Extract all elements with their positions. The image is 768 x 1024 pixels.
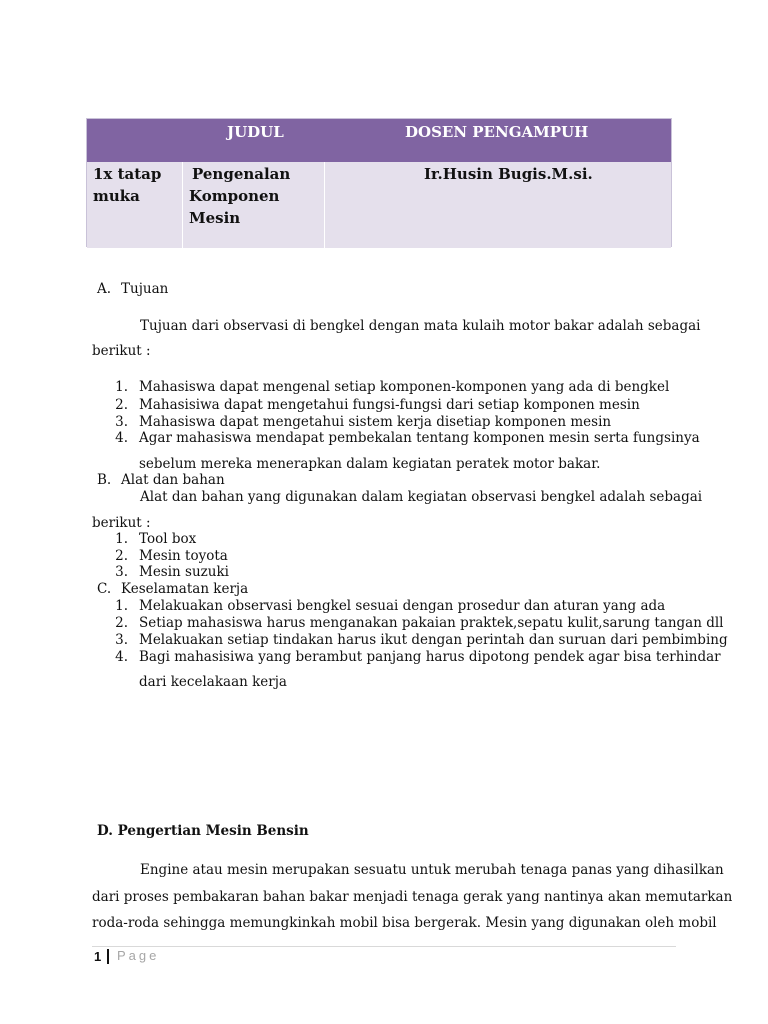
section-a-paragraph-line1: Tujuan dari observasi di bengkel dengan mata kulaih motor bakar adalah sebagai (140, 318, 701, 334)
list-item-continuation: sebelum mereka menerapkan dalam kegiatan peratek motor bakar. (139, 456, 601, 472)
header-judul: JUDUL (227, 123, 284, 141)
meeting-cell-line2: muka (93, 187, 140, 205)
topic-cell-line2: Komponen (189, 187, 280, 205)
list-item: Melakuakan setiap tindakan harus ikut dengan perintah dan suruan dari pembimbing (139, 632, 728, 648)
list-item: Setiap mahasiswa harus menganakan pakaian praktek,sepatu kulit,sarung tangan dll (139, 615, 724, 631)
list-item: Melakuakan observasi bengkel sesuai dengan prosedur dan aturan yang ada (139, 598, 666, 614)
table-divider (182, 162, 183, 248)
list-item: Mahasisiwa dapat mengetahui fungsi-fungsi dari setiap komponen mesin (139, 397, 640, 413)
list-number: 3. (115, 414, 128, 430)
list-item: Mahasiswa dapat mengetahui sistem kerja disetiap komponen mesin (139, 414, 612, 430)
list-number: 1. (115, 598, 128, 614)
list-number: 4. (115, 430, 128, 446)
section-c-title: Keselamatan kerja (121, 581, 249, 597)
list-item-continuation: dari kecelakaan kerja (139, 674, 287, 690)
section-d-line1: Engine atau mesin merupakan sesuatu untuk merubah tenaga panas yang dihasilkan (140, 862, 724, 878)
page-separator (107, 949, 109, 964)
section-b-title: Alat dan bahan (121, 472, 225, 488)
list-number: 3. (115, 564, 128, 580)
list-number: 2. (115, 615, 128, 631)
list-number: 2. (115, 548, 128, 564)
section-b-marker: B. (97, 472, 112, 488)
section-d-heading: D. Pengertian Mesin Bensin (97, 823, 309, 839)
list-number: 1. (115, 531, 128, 547)
list-number: 4. (115, 649, 128, 665)
section-a-paragraph-line2: berikut : (92, 343, 151, 359)
meeting-cell-line1: 1x tatap (93, 165, 162, 183)
section-c-marker: C. (97, 581, 112, 597)
header-dosen: DOSEN PENGAMPUH (405, 123, 589, 141)
topic-cell-line3: Mesin (189, 209, 241, 227)
section-d-line3: roda-roda sehingga memungkinkah mobil bisa bergerak. Mesin yang digunakan oleh mobil (92, 915, 717, 931)
list-item: Bagi mahasisiwa yang berambut panjang harus dipotong pendek agar bisa terhindar (139, 649, 721, 665)
table-divider (324, 162, 325, 248)
list-item: Mesin suzuki (139, 564, 229, 580)
list-number: 1. (115, 379, 128, 395)
page-number: 1 (94, 949, 102, 964)
section-a-marker: A. (97, 281, 112, 297)
footer-divider (92, 946, 676, 947)
page-label: Page (117, 948, 160, 963)
section-d-line2: dari proses pembakaran bahan bakar menjadi tenaga gerak yang nantinya akan memutarkan (92, 889, 733, 905)
list-number: 3. (115, 632, 128, 648)
section-b-paragraph-line1: Alat dan bahan yang digunakan dalam kegiatan observasi bengkel adalah sebagai (140, 489, 703, 505)
section-a-title: Tujuan (121, 281, 169, 297)
section-b-paragraph-line2: berikut : (92, 515, 151, 531)
topic-cell-line1: Pengenalan (192, 165, 291, 183)
list-number: 2. (115, 397, 128, 413)
list-item: Tool box (139, 531, 197, 547)
list-item: Mesin toyota (139, 548, 228, 564)
course-info-table (86, 118, 672, 247)
list-item: Mahasiswa dapat mengenal setiap komponen-komponen yang ada di bengkel (139, 379, 670, 395)
lecturer-cell: Ir.Husin Bugis.M.si. (424, 165, 593, 183)
list-item: Agar mahasiswa mendapat pembekalan tentang komponen mesin serta fungsinya (139, 430, 700, 446)
